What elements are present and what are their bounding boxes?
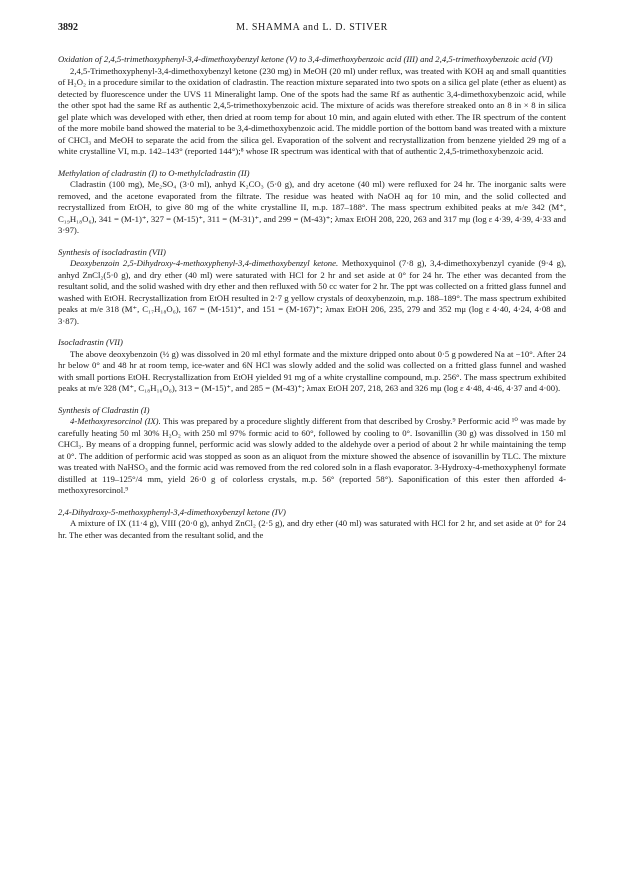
section-heading-dihydroxy-ketone: 2,4-Dihydroxy-5-methoxyphenyl-3,4-dimethoxybenzyl ketone (IV) bbox=[58, 506, 286, 517]
running-header bbox=[58, 22, 566, 38]
paragraph-methoxyresorcinol-text: This was prepared by a procedure slightly different from that described by Crosby.⁹ Performic acid ¹⁰ was made by carefully heating 50 ml 30% H₂O₂ with 250 ml 97% formic acid to 60°, followed by cooling to 0°. Isovanillin (30 g) was dissolved in 150 ml CHCl₃. By means of a dropping funnel, performic acid was slowly added to the aldehyde over a period of about 2 hr while maintaining the temp at 0°. The addition of performic acid was stopped as soon as an aliquot from the mixture showed the absence of isovanillin by TLC. The mixture was treated with NaHSO₃ and the formic acid was removed from the red colored soln in a flash evaporator. 3-Hydroxy-4-methoxyphenyl formate distilled at 119–125°/4 mm, yield 26·0 g of colorless crystals, m.p. 56° (reported 58°). Saponification of this ester then afforded 4-methoxyresorcinol.⁹ bbox=[58, 416, 567, 495]
paragraph-methoxyresorcinol bbox=[58, 416, 566, 497]
section-heading-methylation: Methylation of cladrastin (I) to O-methylcladrastin (II) bbox=[58, 167, 250, 178]
section-heading-synthesis-cladrastin: Synthesis of Cladrastin (I) bbox=[58, 404, 150, 415]
page-number: 3892 bbox=[58, 22, 78, 33]
subheading-methoxyresorcinol: 4-Methoxyresorcinol (IX). bbox=[70, 416, 161, 426]
subheading-deoxybenzoin: Deoxybenzoin 2,5-Dihydroxy-4-methoxyphenyl-3,4-dimethoxybenzyl ketone. bbox=[70, 258, 339, 268]
article-body bbox=[58, 54, 566, 541]
paragraph-deoxybenzoin bbox=[58, 258, 566, 327]
running-authors: M. SHAMMA and L. D. STIVER bbox=[236, 22, 388, 33]
section-heading-synthesis-isocladrastin: Synthesis of isocladrastin (VII) bbox=[58, 246, 166, 257]
paragraph-oxidation: 2,4,5-Trimethoxyphenyl-3,4-dimethoxybenzyl ketone (230 mg) in MeOH (20 ml) under reflux, was treated with KOH aq and small quantities of H₂O₂ in a procedure similar to the oxidation of cladrastin. The reaction mixture separated into two spots on a silica gel plate (ether as eluent) as detected by fluorescence under the UVS 11 Mineralight lamp. One of the spots had the same Rf as authentic 3,4-dimethoxybenzoic acid, while the other spot had the same Rf as authentic 2,4,5-trimethoxybenzoic acid. The mixture of acids was therefore streaked onto an 8 in × 8 in silica gel plate which was developed with ether, then dried at room temp for about 10 min, and again eluted with ether. The IR spectrum of the content of the more mobile band showed the material to be 3,4-dimethoxybenzoic acid. The middle portion of the bottom band was treated with a mixture of CHCl₃ and MeOH to separate the acid from the silica gel. Evaporation of the solvent and recrystallization from benzene yielded 29 mg of a white crystalline VI, m.p. 142–143° (reported 144°);⁸ whose IR spectrum was identical with that of authentic 2,4,5-trimethoxybenzoic acid. bbox=[58, 65, 566, 156]
section-heading-oxidation: Oxidation of 2,4,5-trimethoxyphenyl-3,4-dimethoxybenzyl ketone (V) to 3,4-dimethoxybenzoic acid (III) and 2,4,5-trimethoxybenzoic acid (VI) bbox=[58, 54, 553, 64]
paragraph-isocladrastin: The above deoxybenzoin (½ g) was dissolved in 20 ml ethyl formate and the mixture dripped onto about 0·5 g powdered Na at −10°. After 24 hr below 0° and 48 hr at room temp, ice-water and 6N HCl was slowly added and the solid was collected on a fritted glass funnel and washed with small portions EtOH. Recrystallization from EtOH yielded 91 mg of a white crystalline compound, m.p. 256°. The mass spectrum exhibited peaks at m/e 328 (M⁺, C₁₈H₁₆O₆), 313 = (M-15)⁺, and 285 = (M-43)⁺; λmax EtOH 207, 218, 263 and 326 mμ (log ε 4·48, 4·46, 4·37 and 4·00). bbox=[58, 348, 566, 393]
paragraph-deoxybenzoin-text: Methoxyquinol (7·8 g), 3,4-dimethoxybenzyl cyanide (9·4 g), anhyd ZnCl₂(5·0 g), and dry ether (40 ml) were saturated with HCl for 2 hr and set aside at 0° for 24 hr. The ether was decanted from the resultant solid, and the solid washed with dry ether and then refluxed with 50 cc water for 2 hr. The ppt was collected on a fritted glass funnel and washed with EtOH. Recrystallization from EtOH resulted in 2·7 g yellow crystals of deoxybenzoin, m.p. 188–189°. The mass spectrum exhibited peaks at m/e 318 (M⁺, C₁₇H₁₈O₆), 167 = (M-151)⁺, and 151 = (M-167)⁺; λmax EtOH 206, 235, 279 and 352 mμ (log ε 4·40, 4·24, 4·08 and 3·87). bbox=[58, 258, 567, 326]
paragraph-dihydroxy-ketone: A mixture of IX (11·4 g), VIII (20·0 g), anhyd ZnCl₂ (2·5 g), and dry ether (40 ml) was saturated with HCl for 2 hr, and set aside at 0° for 24 hr. The ether was decanted from the resultant solid, and the bbox=[58, 518, 566, 540]
section-heading-isocladrastin: Isocladrastin (VII) bbox=[58, 337, 123, 347]
paragraph-methylation: Cladrastin (100 mg), Me₂SO₄ (3·0 ml), anhyd K₂CO₃ (5·0 g), and dry acetone (40 ml) were refluxed for 24 hr. The inorganic salts were removed, and the acetone evaporated from the filtrate. The residue was heated with NaOH aq for 10 min, and the solid collected and recrystallized from EtOH, to give 80 mg of the white crystalline II, m.p. 187–188°. The mass spectrum exhibited peaks at m/e 342 (M⁺, C₁₉H₁₈O₆), 341 = (M-1)⁺, 327 = (M-15)⁺, 311 = (M-31)⁺, and 299 = (M-43)⁺; λmax EtOH 208, 220, 263 and 317 mμ (log ε 4·39, 4·39, 4·33 and 3·97). bbox=[58, 179, 566, 235]
